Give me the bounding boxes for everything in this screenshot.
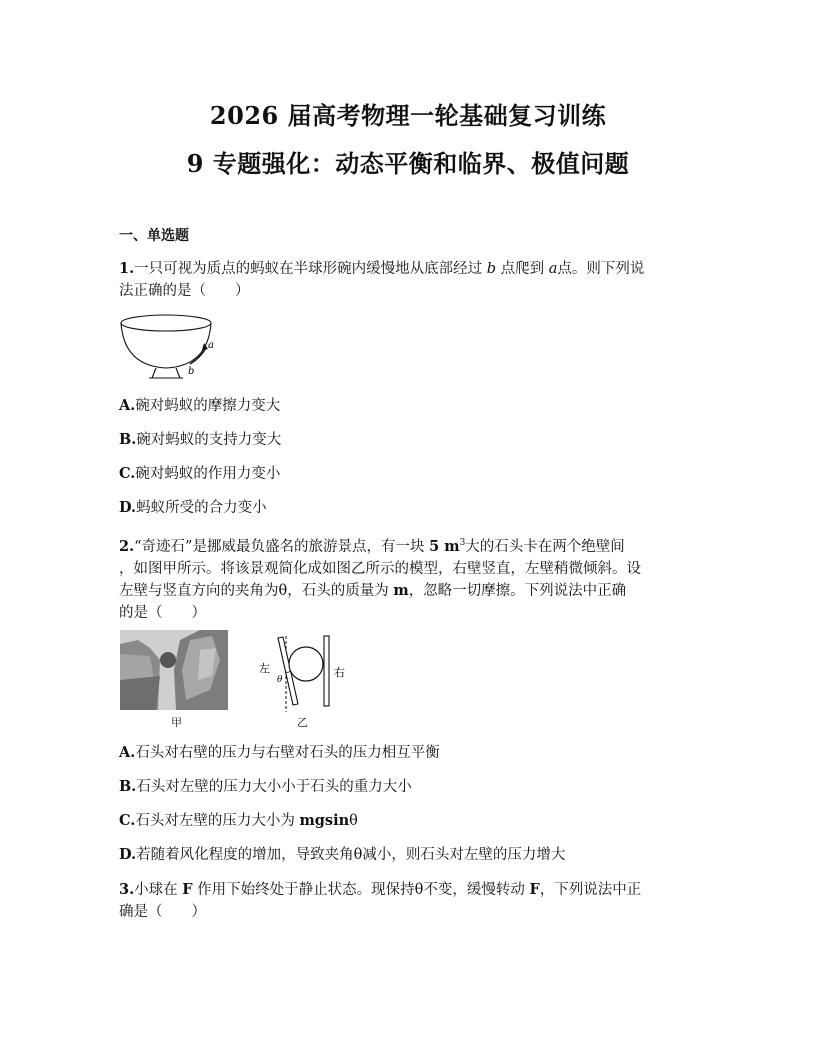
theta-symbol: θ: [414, 882, 424, 898]
cliff-shadow: [120, 676, 160, 710]
boulder-model-figure: [250, 632, 360, 714]
force-symbol-2: F: [529, 881, 540, 898]
bowl-body: [121, 323, 211, 368]
formula-mgsin: mgsin: [299, 812, 350, 829]
bowl-rim: [121, 315, 211, 331]
q2-option-a[interactable]: A.石头对右壁的压力与右壁对石头的压力相互平衡: [119, 744, 440, 761]
question-3-stem: 3.小球在 F 作用下始终处于静止状态。现保持θ不变，缓慢转动 F，下列说法中正 确是（ ）: [119, 881, 642, 920]
boulder-circle: [289, 647, 323, 681]
wedged-boulder: [160, 652, 176, 668]
caption-photo: 甲: [171, 716, 182, 729]
q2-option-b[interactable]: B.石头对左壁的压力大小小于石头的重力大小: [119, 778, 412, 795]
right-wall: [324, 636, 329, 706]
label-a: a: [208, 340, 214, 351]
force-symbol: F: [182, 881, 193, 898]
label-left: 左: [259, 662, 270, 675]
q2-option-c[interactable]: C.石头对左壁的压力大小为 mgsinθ: [119, 812, 358, 829]
variable-b: b: [486, 261, 497, 277]
section-heading: 一、单选题: [119, 228, 189, 244]
document-subtitle: 9 专题强化：动态平衡和临界、极值问题: [186, 149, 630, 178]
mass-symbol: m: [393, 581, 409, 599]
theta-symbol: θ: [278, 582, 288, 599]
q1-option-d[interactable]: D.蚂蚁所受的合力变小: [119, 499, 267, 516]
volume-value: 5 m: [429, 537, 460, 555]
caption-model: 乙: [297, 716, 308, 729]
bowl-figure: [118, 312, 218, 382]
label-theta: θ: [277, 675, 283, 685]
label-b: b: [188, 366, 195, 377]
variable-a: a: [548, 261, 558, 277]
q2-option-d[interactable]: D.若随着风化程度的增加，导致夹角θ减小，则石头对左壁的压力增大: [119, 846, 566, 863]
q1-option-b[interactable]: B.碗对蚂蚁的支持力变大: [119, 431, 282, 448]
q1-option-a[interactable]: A.碗对蚂蚁的摩擦力变大: [119, 397, 281, 414]
kjeragbolten-photo: [120, 630, 228, 710]
q1-option-c[interactable]: C.碗对蚂蚁的作用力变小: [119, 465, 281, 482]
question-number: 1.: [119, 260, 135, 277]
document-title: 2026 届高考物理一轮基础复习训练: [209, 101, 607, 130]
question-2-stem: 2.“奇迹石”是挪威最负盛名的旅游景点，有一块 5 $m^3$大的石头卡在两个绝壁间 ，如图甲所示。将该景观简化成如图乙所示的模型，右壁竖直，左壁稍微倾斜。设 左壁与竖直方向的夹角为θ，石头的质量为 m，忽略一切摩擦。下列说法中正确 的是（ ）: [119, 537, 641, 621]
question-number: 3.: [119, 881, 135, 898]
bowl-base: [152, 368, 180, 378]
question-1-stem: 1.一只可视为质点的蚂蚁在半球形碗内缓慢地从底部经过 b 点爬到 a点。则下列说 法正确的是（ ）: [119, 260, 645, 299]
question-number: 2.: [119, 537, 135, 555]
label-right: 右: [334, 666, 345, 679]
